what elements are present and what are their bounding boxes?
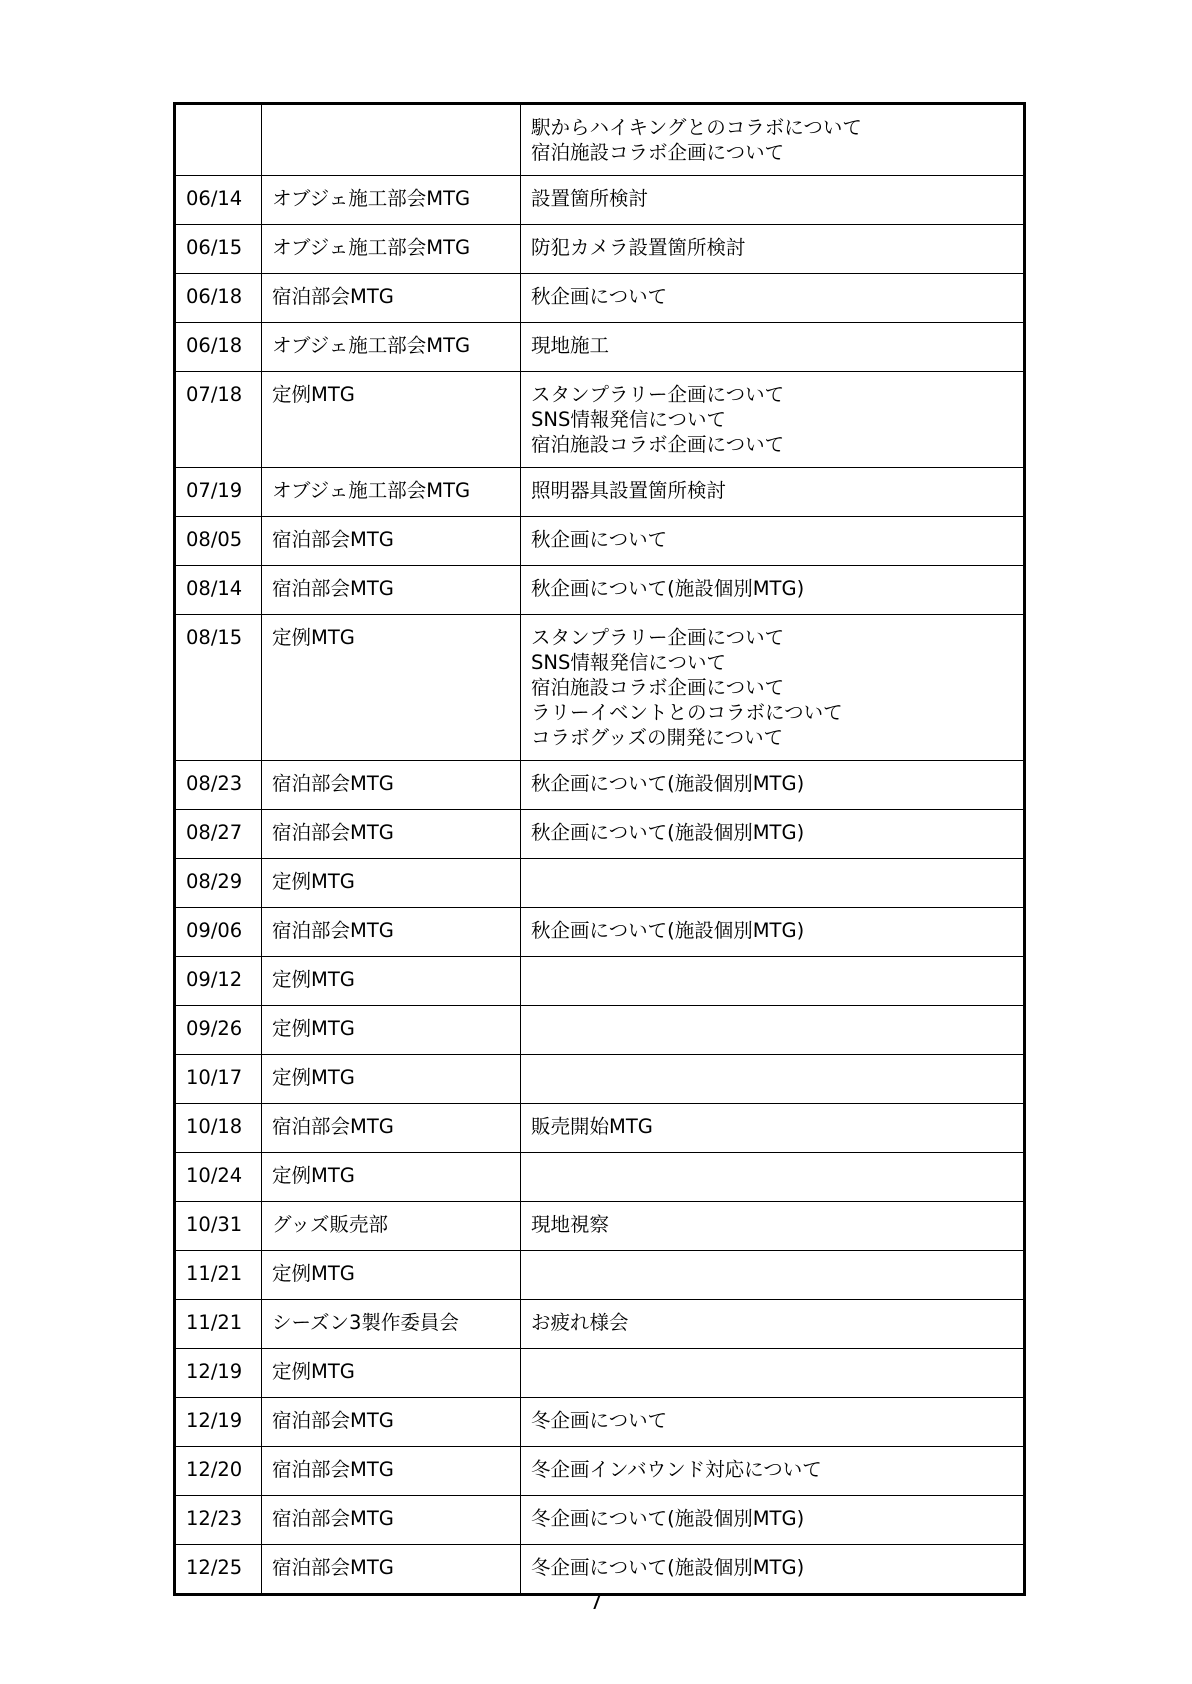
table-row <box>175 225 1025 274</box>
table-row <box>175 1055 1025 1104</box>
table-row <box>175 908 1025 957</box>
meeting-cell: オブジェ施工部会MTG <box>262 176 521 225</box>
date-cell: 08/14 <box>175 566 262 615</box>
date-cell: 10/24 <box>175 1153 262 1202</box>
topics-cell <box>521 566 1025 615</box>
table-row <box>175 1349 1025 1398</box>
meeting-cell: オブジェ施工部会MTG <box>262 323 521 372</box>
meeting-cell: 宿泊部会MTG <box>262 1545 521 1595</box>
topic-line: お疲れ様会 <box>531 1311 629 1334</box>
date-cell: 06/18 <box>175 323 262 372</box>
meeting-cell: シーズン3製作委員会 <box>262 1300 521 1349</box>
table-row <box>175 1447 1025 1496</box>
table-row <box>175 761 1025 810</box>
topics-cell <box>521 957 1025 1006</box>
topic-line: 冬企画について <box>531 1409 668 1432</box>
topics-cell <box>521 1349 1025 1398</box>
topics-cell <box>521 274 1025 323</box>
table-row <box>175 810 1025 859</box>
meeting-cell: 定例MTG <box>262 372 521 468</box>
table-row <box>175 517 1025 566</box>
topics-cell <box>521 323 1025 372</box>
topics-cell <box>521 761 1025 810</box>
meeting-cell: オブジェ施工部会MTG <box>262 225 521 274</box>
meeting-cell: 宿泊部会MTG <box>262 274 521 323</box>
date-cell: 07/19 <box>175 468 262 517</box>
table-row <box>175 1104 1025 1153</box>
date-cell: 10/17 <box>175 1055 262 1104</box>
page-number: 7 <box>589 1590 603 1614</box>
meeting-cell: 宿泊部会MTG <box>262 1398 521 1447</box>
topic-line: 駅からハイキングとのコラボについて <box>531 116 862 139</box>
topic-line: 秋企画について(施設個別MTG) <box>531 821 805 844</box>
topics-cell <box>521 859 1025 908</box>
topic-line: 防犯カメラ設置箇所検討 <box>531 236 746 259</box>
topic-line: コラボグッズの開発について <box>531 726 784 749</box>
date-cell: 08/15 <box>175 615 262 761</box>
meeting-cell: 定例MTG <box>262 1349 521 1398</box>
topic-line: 販売開始MTG <box>531 1115 653 1138</box>
table-row <box>175 957 1025 1006</box>
topic-line: 宿泊施設コラボ企画について <box>531 676 785 699</box>
meeting-cell: 宿泊部会MTG <box>262 566 521 615</box>
meeting-cell: 定例MTG <box>262 859 521 908</box>
date-cell: 12/25 <box>175 1545 262 1595</box>
topic-line: スタンプラリー企画について <box>531 383 785 406</box>
meeting-cell: 宿泊部会MTG <box>262 908 521 957</box>
table-row <box>175 1398 1025 1447</box>
date-cell <box>175 104 262 176</box>
topics-cell <box>521 1545 1025 1595</box>
date-cell: 10/31 <box>175 1202 262 1251</box>
topics-cell <box>521 517 1025 566</box>
date-cell: 09/26 <box>175 1006 262 1055</box>
topic-line: 秋企画について(施設個別MTG) <box>531 919 805 942</box>
topic-line: 秋企画について <box>531 285 668 308</box>
date-cell: 10/18 <box>175 1104 262 1153</box>
topics-cell <box>521 1447 1025 1496</box>
date-cell: 12/19 <box>175 1349 262 1398</box>
topics-cell <box>521 225 1025 274</box>
table-row <box>175 566 1025 615</box>
topics-cell <box>521 468 1025 517</box>
topics-cell <box>521 372 1025 468</box>
topics-cell <box>521 810 1025 859</box>
topic-line: 現地施工 <box>531 334 610 357</box>
topic-line: SNS情報発信について <box>531 408 726 431</box>
topic-line: 宿泊施設コラボ企画について <box>531 433 785 456</box>
meeting-cell: 定例MTG <box>262 1055 521 1104</box>
topic-line: 現地視察 <box>531 1213 610 1236</box>
meeting-cell: 宿泊部会MTG <box>262 1496 521 1545</box>
topics-cell <box>521 1300 1025 1349</box>
date-cell: 12/23 <box>175 1496 262 1545</box>
topics-cell <box>521 1006 1025 1055</box>
topics-cell <box>521 615 1025 761</box>
topic-line: 秋企画について(施設個別MTG) <box>531 772 805 795</box>
date-cell: 09/06 <box>175 908 262 957</box>
meeting-cell: 定例MTG <box>262 1153 521 1202</box>
meeting-cell: 定例MTG <box>262 957 521 1006</box>
topic-line: スタンプラリー企画について <box>531 626 785 649</box>
schedule-sheet <box>173 102 1023 1596</box>
meeting-cell: 宿泊部会MTG <box>262 1447 521 1496</box>
date-cell: 06/15 <box>175 225 262 274</box>
topic-line: 冬企画インバウンド対応について <box>531 1458 822 1481</box>
topic-line: 冬企画について(施設個別MTG) <box>531 1556 805 1579</box>
meeting-cell: オブジェ施工部会MTG <box>262 468 521 517</box>
table-row <box>175 274 1025 323</box>
table-row <box>175 104 1025 176</box>
meeting-cell: 定例MTG <box>262 1251 521 1300</box>
table-row <box>175 1202 1025 1251</box>
date-cell: 08/23 <box>175 761 262 810</box>
table-row <box>175 468 1025 517</box>
meeting-cell: 定例MTG <box>262 615 521 761</box>
topic-line: SNS情報発信について <box>531 651 726 674</box>
topic-line: 冬企画について(施設個別MTG) <box>531 1507 805 1530</box>
topic-line: 宿泊施設コラボ企画について <box>531 141 785 164</box>
topics-cell <box>521 908 1025 957</box>
date-cell: 06/18 <box>175 274 262 323</box>
topics-cell <box>521 104 1025 176</box>
date-cell: 12/19 <box>175 1398 262 1447</box>
topic-line: ラリーイベントとのコラボについて <box>531 701 843 724</box>
meeting-cell: グッズ販売部 <box>262 1202 521 1251</box>
table-row <box>175 859 1025 908</box>
date-cell: 11/21 <box>175 1300 262 1349</box>
date-cell: 11/21 <box>175 1251 262 1300</box>
date-cell: 12/20 <box>175 1447 262 1496</box>
date-cell: 08/05 <box>175 517 262 566</box>
date-cell: 08/27 <box>175 810 262 859</box>
table-row <box>175 1251 1025 1300</box>
table-row <box>175 1545 1025 1595</box>
date-cell: 09/12 <box>175 957 262 1006</box>
meeting-cell: 宿泊部会MTG <box>262 1104 521 1153</box>
date-cell: 07/18 <box>175 372 262 468</box>
table-row <box>175 1006 1025 1055</box>
meeting-cell: 宿泊部会MTG <box>262 761 521 810</box>
topics-cell <box>521 1496 1025 1545</box>
meeting-cell: 定例MTG <box>262 1006 521 1055</box>
table-row <box>175 1496 1025 1545</box>
table-row <box>175 615 1025 761</box>
topics-cell <box>521 1104 1025 1153</box>
meeting-cell: 宿泊部会MTG <box>262 517 521 566</box>
table-row <box>175 372 1025 468</box>
topics-cell <box>521 176 1025 225</box>
table-row <box>175 1300 1025 1349</box>
topic-line: 照明器具設置箇所検討 <box>531 479 727 502</box>
date-cell: 08/29 <box>175 859 262 908</box>
topics-cell <box>521 1202 1025 1251</box>
table-row <box>175 323 1025 372</box>
table-row <box>175 176 1025 225</box>
topics-cell <box>521 1153 1025 1202</box>
topics-cell <box>521 1055 1025 1104</box>
meeting-schedule-table <box>173 102 1026 1596</box>
topics-cell <box>521 1251 1025 1300</box>
topics-cell <box>521 1398 1025 1447</box>
topic-line: 秋企画について(施設個別MTG) <box>531 577 805 600</box>
schedule-table-body <box>175 104 1025 1595</box>
topic-line: 設置箇所検討 <box>531 187 649 210</box>
date-cell: 06/14 <box>175 176 262 225</box>
table-row <box>175 1153 1025 1202</box>
meeting-cell: 宿泊部会MTG <box>262 810 521 859</box>
topic-line: 秋企画について <box>531 528 668 551</box>
meeting-cell <box>262 104 521 176</box>
